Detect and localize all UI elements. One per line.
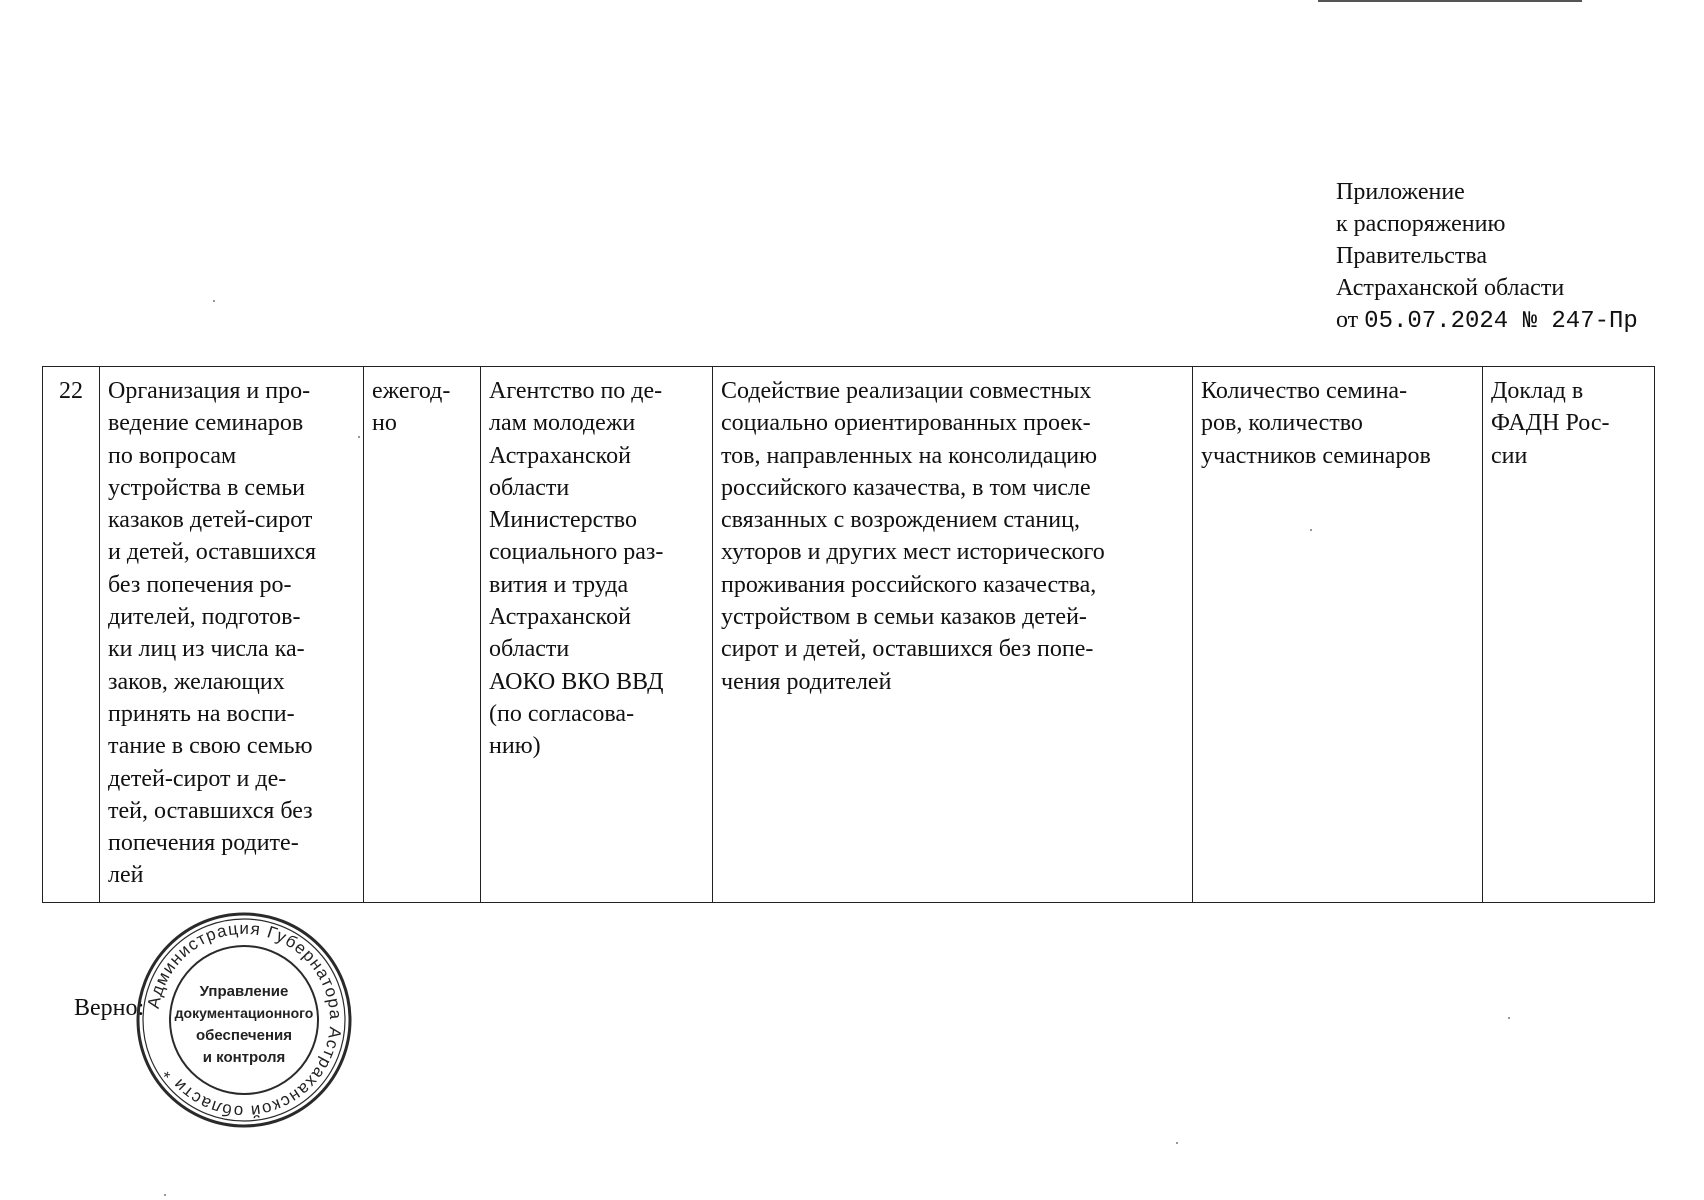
cell-result: Содействие реализации совместных социально ориентированных проек- тов, направленных на консолидацию российского казачества, в том числе связанных с возрождением станиц, хуторов и других мест исторического проживания российского казачества, устройством в семьи казаков детей- сирот и детей, оставшихся без попе- чения родителей bbox=[713, 367, 1193, 903]
table-row bbox=[43, 367, 1655, 903]
official-seal bbox=[134, 910, 354, 1130]
plan-table bbox=[42, 366, 1655, 903]
appendix-title: Приложение bbox=[1336, 179, 1465, 205]
seal-center-line-2: документационного bbox=[174, 1005, 314, 1021]
scan-speck bbox=[1310, 529, 1312, 531]
seal-center-line-3: обеспечения bbox=[195, 1027, 293, 1044]
appendix-region: Астраханской области bbox=[1336, 275, 1565, 301]
appendix-authority: Правительства bbox=[1336, 243, 1488, 269]
cell-report: Доклад в ФАДН Рос- сии bbox=[1483, 367, 1655, 903]
appendix-date-prefix: от bbox=[1336, 307, 1359, 333]
seal-center-line-4: и контроля bbox=[202, 1049, 286, 1066]
seal-ring-text: Администрация Губернатора Астраханской области * bbox=[143, 918, 346, 1122]
cell-executors: Агентство по де- лам молодежи Астраханской области Министерство социального раз- вития и труда Астраханской области АОКО ВКО ВВД (по согласова- нию) bbox=[481, 367, 713, 903]
scan-speck bbox=[213, 300, 215, 302]
cell-number: 22 bbox=[43, 367, 100, 903]
scan-speck bbox=[358, 436, 360, 438]
cell-indicator: Количество семина- ров, количество участников семинаров bbox=[1193, 367, 1483, 903]
appendix-reference-line: к распоряжению bbox=[1336, 211, 1506, 237]
scan-edge-line bbox=[1318, 0, 1582, 2]
appendix-date-line bbox=[1336, 304, 1638, 338]
certification-label: Верно: bbox=[74, 995, 145, 1021]
scan-speck bbox=[1176, 1142, 1178, 1144]
appendix-header bbox=[1336, 176, 1638, 338]
appendix-date-number: 05.07.2024 № 247-Пр bbox=[1364, 308, 1638, 335]
cell-period: ежегод- но bbox=[364, 367, 481, 903]
scan-speck bbox=[164, 1194, 166, 1196]
scan-speck bbox=[1508, 1017, 1510, 1019]
cell-event: Организация и про- ведение семинаров по вопросам устройства в семьи казаков детей-сирот и детей, оставшихся без попечения ро- дителей, подготов- ки лиц из числа ка- заков, желающих принять на воспи- тание в свою семью детей-сирот и де- тей, оставшихся без попечения родите- лей bbox=[100, 367, 364, 903]
seal-center-line-1: Управление bbox=[199, 983, 289, 1000]
